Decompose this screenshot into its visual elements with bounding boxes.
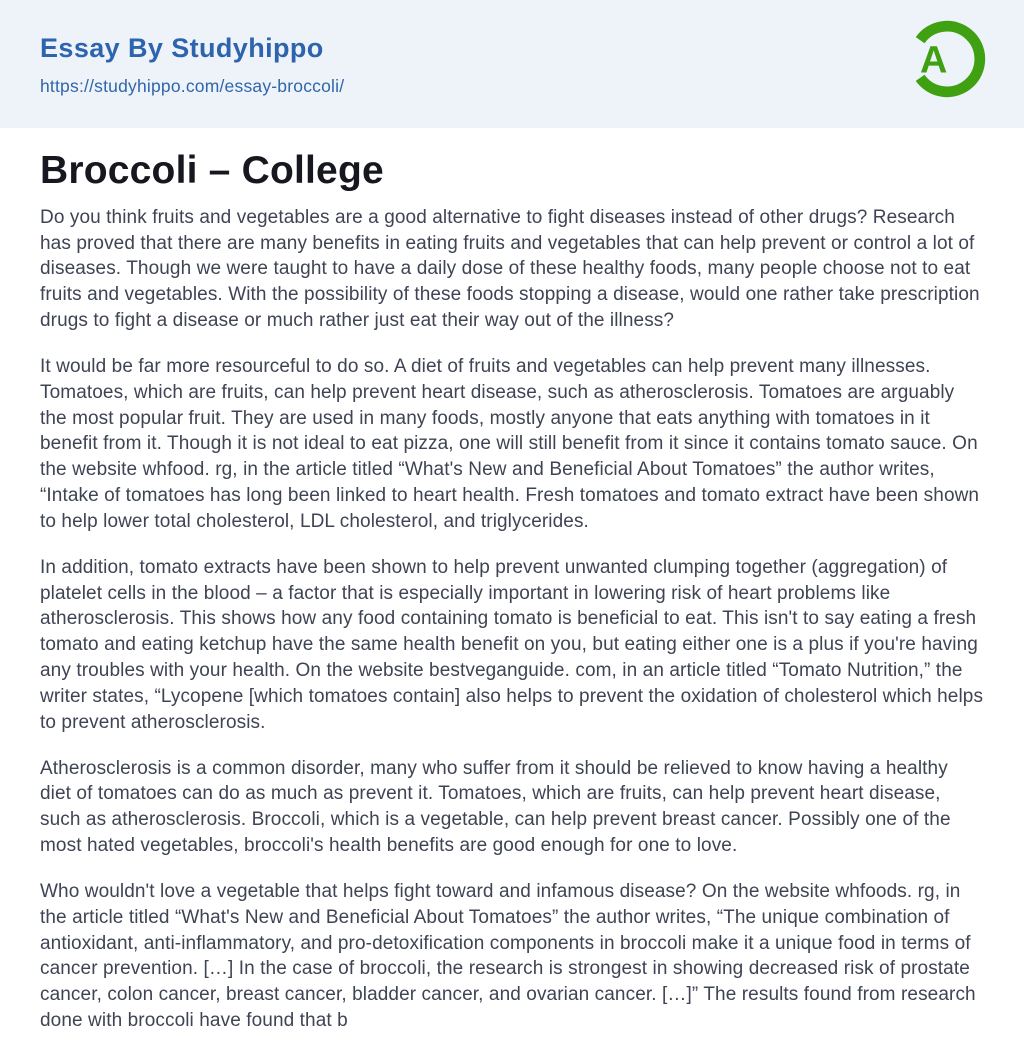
brand-logo-icon — [906, 18, 988, 100]
page-url-link[interactable]: https://studyhippo.com/essay-broccoli/ — [40, 75, 345, 96]
logo-letter: A — [919, 39, 948, 82]
essay-paragraph-5: Who wouldn't love a vegetable that helps fight toward and infamous disease? On the website whfoods. rg, in the article titled “What's New and Beneficial About Tomatoes” the author writes, “The unique combination of antioxidant, anti-inflammatory, and pro-detoxification components in broccoli make it a unique food in terms of cancer prevention. […] In the case of broccoli, the research is strongest in showing decreased risk of prostate cancer, colon cancer, breast cancer, bladder cancer, and ovarian cancer. […]” The results found from research done with broccoli have found that b — [40, 880, 976, 1031]
article-title: Broccoli – College — [40, 149, 384, 192]
essay-content — [0, 148, 1024, 1034]
essay-paragraph-2: It would be far more resourceful to do so. A diet of fruits and vegetables can help prevent many illnesses. Tomatoes, which are fruits, can help prevent heart disease, such as atherosclerosis. Tomatoes are arguably the most popular fruit. They are used in many foods, mostly anyone that eats anything with tomatoes in it benefit from it. Though it is not ideal to eat pizza, one will still benefit from it since it contains tomato sauce. On the website whfood. rg, in the article titled “What's New and Beneficial About Tomatoes” the author writes, “Intake of tomatoes has long been linked to heart health. Fresh tomatoes and tomato extract have been shown to help lower total cholesterol, LDL cholesterol, and triglycerides. — [40, 355, 980, 532]
essay-paragraph-1: Do you think fruits and vegetables are a good alternative to fight diseases instead of other drugs? Research has proved that there are many benefits in eating fruits and vegetables that can help prevent or control a lot of diseases. Though we were taught to have a daily dose of these healthy foods, many people choose not to eat fruits and vegetables. With the possibility of these foods stopping a disease, would one rather take prescription drugs to fight a disease or much rather just eat their way out of the illness? — [40, 206, 980, 332]
page-header — [0, 0, 1024, 128]
site-label: Essay By Studyhippo — [40, 33, 324, 63]
essay-paragraph-4: Atherosclerosis is a common disorder, many who suffer from it should be relieved to know having a healthy diet of tomatoes can do as much as prevent it. Tomatoes, which are fruits, can help prevent heart disease, such as atherosclerosis. Broccoli, which is a vegetable, can help prevent breast cancer. Possibly one of the most hated vegetables, broccoli's health benefits are good enough for one to love. — [40, 757, 951, 857]
essay-paragraph-3: In addition, tomato extracts have been shown to help prevent unwanted clumping together (aggregation) of platelet cells in the blood – a factor that is especially important in lowering risk of heart problems like atherosclerosis. This shows how any food containing tomato is beneficial to eat. This isn't to say eating a fresh tomato and eating ketchup have the same health benefit on you, but eating either one is a plus if you're having any troubles with your health. On the website bestveganguide. com, in an article titled “Tomato Nutrition,” the writer states, “Lycopene [which tomatoes contain] also helps to prevent the oxidation of cholesterol which helps to prevent atherosclerosis. — [40, 556, 984, 733]
